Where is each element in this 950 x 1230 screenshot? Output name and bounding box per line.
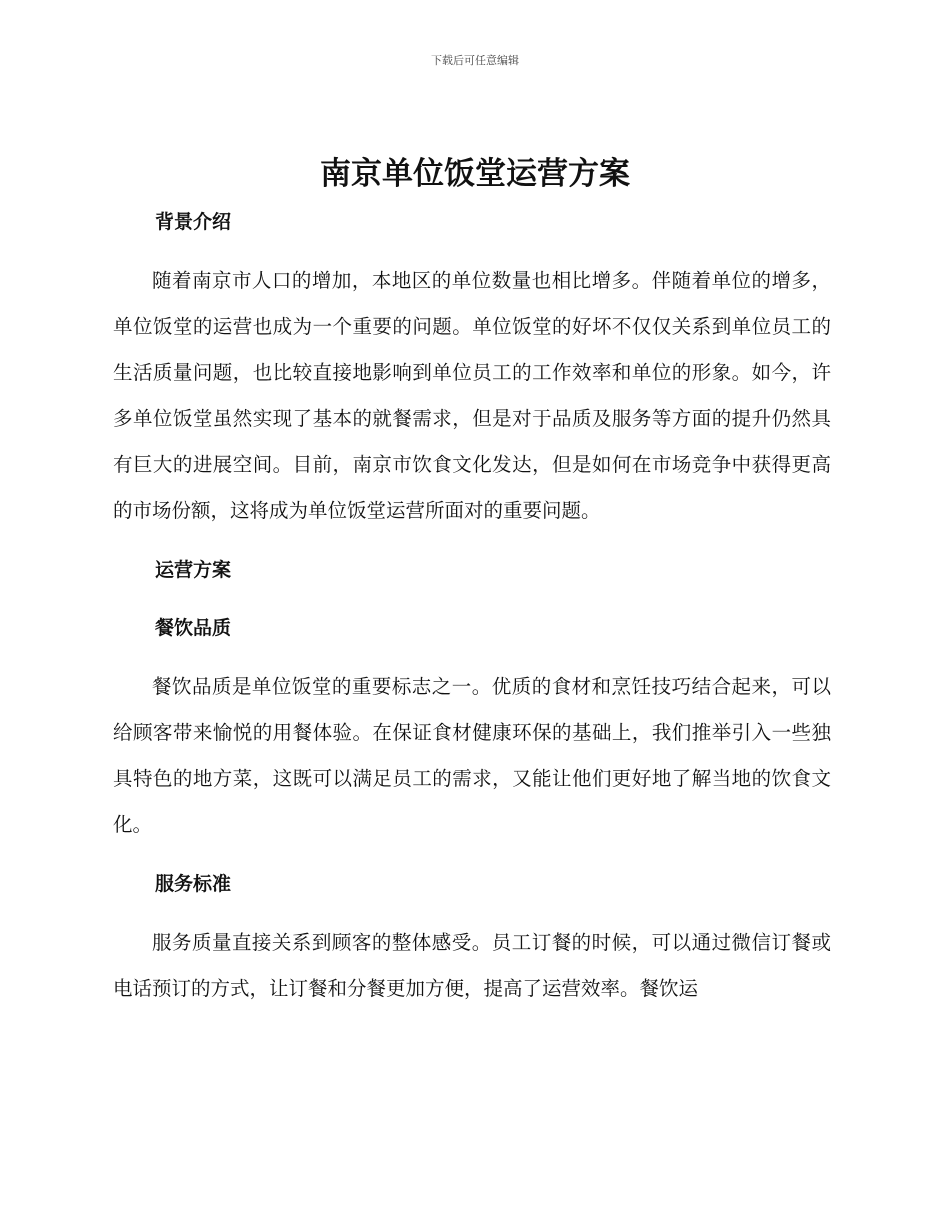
header-note: 下载后可任意编辑	[431, 54, 519, 67]
document-title: 南京单位饭堂运营方案	[320, 156, 630, 192]
paragraph-service: 服务质量直接关系到顾客的整体感受。员工订餐的时候，可以通过微信订餐或电话预订的方式，让订餐和分餐更加方便，提高了运营效率。餐饮运	[113, 931, 831, 1000]
section-heading-background: 背景介绍	[155, 211, 232, 233]
section-heading-plan: 运营方案	[155, 559, 232, 581]
document-body	[113, 200, 831, 1012]
paragraph-background: 随着南京市人口的增加，本地区的单位数量也相比增多。伴随着单位的增多，单位饭堂的运营也成为一个重要的问题。单位饭堂的好坏不仅仅关系到单位员工的生活质量问题，也比较直接地影响到单位员工的工作效率和单位的形象。如今，许多单位饭堂虽然实现了基本的就餐需求，但是对于品质及服务等方面的提升仍然具有巨大的进展空间。目前，南京市饮食文化发达，但是如何在市场竞争中获得更高的市场份额，这将成为单位饭堂运营所面对的重要问题。	[113, 269, 831, 522]
section-heading-quality: 餐饮品质	[155, 617, 232, 639]
section-heading-service: 服务标准	[155, 873, 232, 895]
paragraph-quality: 餐饮品质是单位饭堂的重要标志之一。优质的食材和烹饪技巧结合起来，可以给顾客带来愉悦的用餐体验。在保证食材健康环保的基础上，我们推举引入一些独具特色的地方菜，这既可以满足员工的需求，又能让他们更好地了解当地的饮食文化。	[113, 675, 831, 836]
